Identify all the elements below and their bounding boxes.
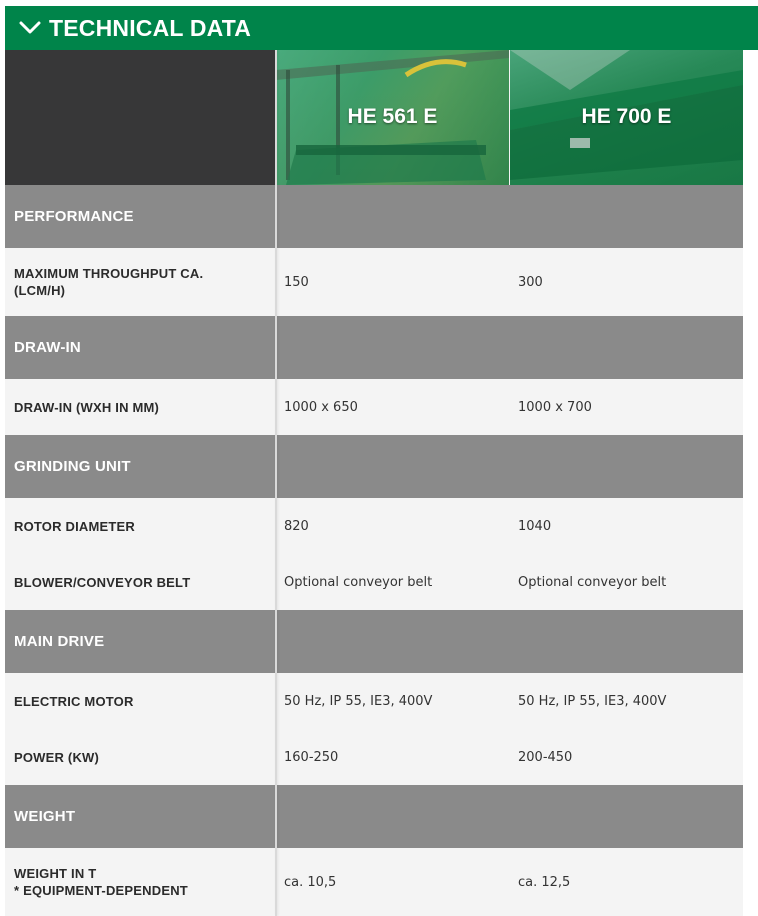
- model-photo-he700e: [510, 50, 743, 185]
- model-header-row: [5, 50, 743, 185]
- row-label: POWER (KW): [14, 749, 100, 765]
- row-label: BLOWER/CONVEYOR BELT: [14, 574, 191, 590]
- table-row: [5, 673, 743, 729]
- section-main-drive: [5, 610, 743, 673]
- value-he561e: 160-250: [284, 749, 339, 765]
- technical-data-toggle[interactable]: [5, 6, 758, 50]
- table-row: [5, 848, 743, 916]
- value-he700e: 300: [518, 274, 543, 290]
- section-heading: GRINDING UNIT: [5, 435, 275, 498]
- model-name: HE 561 E: [347, 105, 438, 128]
- row-label-line: (LCM/H): [14, 283, 66, 298]
- row-label: ELECTRIC MOTOR: [14, 693, 134, 709]
- row-label-line: * EQUIPMENT-DEPENDENT: [14, 883, 188, 898]
- row-label: ROTOR DIAMETER: [14, 518, 136, 534]
- value-he700e: 1000 x 700: [518, 399, 592, 415]
- row-label: [5, 865, 275, 899]
- table-row: [5, 498, 743, 554]
- section-grinding-unit: [5, 435, 743, 498]
- value-he561e: 50 Hz, IP 55, IE3, 400V: [284, 693, 433, 709]
- table-row: [5, 729, 743, 785]
- section-heading: DRAW-IN: [5, 316, 275, 379]
- section-performance: [5, 185, 743, 248]
- row-label-line: MAXIMUM THROUGHPUT CA.: [14, 266, 204, 281]
- section-weight: [5, 785, 743, 848]
- value-he700e: ca. 12,5: [518, 874, 571, 890]
- section-title: TECHNICAL DATA: [49, 14, 252, 41]
- column-divider: [275, 50, 277, 916]
- row-label: DRAW-IN (WXH IN MM): [14, 399, 160, 415]
- header-lead-cell: [5, 50, 275, 185]
- model-name: HE 700 E: [581, 105, 672, 128]
- technical-data-table: [5, 50, 743, 916]
- section-heading: PERFORMANCE: [5, 185, 275, 248]
- row-label-line: WEIGHT IN T: [14, 866, 97, 881]
- table-row: [5, 554, 743, 610]
- table-row: [5, 379, 743, 435]
- value-he561e: Optional conveyor belt: [284, 574, 433, 590]
- section-draw-in: [5, 316, 743, 379]
- value-he561e: 150: [284, 274, 309, 290]
- value-he700e: 50 Hz, IP 55, IE3, 400V: [518, 693, 667, 709]
- value-he561e: 820: [284, 518, 309, 534]
- section-heading: MAIN DRIVE: [5, 610, 275, 673]
- value-he561e: ca. 10,5: [284, 874, 337, 890]
- value-he700e: 200-450: [518, 749, 573, 765]
- row-label: [5, 265, 275, 299]
- model-photo-he561e: [276, 50, 509, 185]
- value-he561e: 1000 x 650: [284, 399, 358, 415]
- table-row: [5, 248, 743, 316]
- value-he700e: 1040: [518, 518, 552, 534]
- value-he700e: Optional conveyor belt: [518, 574, 667, 590]
- chevron-down-icon: [19, 17, 41, 39]
- section-heading: WEIGHT: [5, 785, 275, 848]
